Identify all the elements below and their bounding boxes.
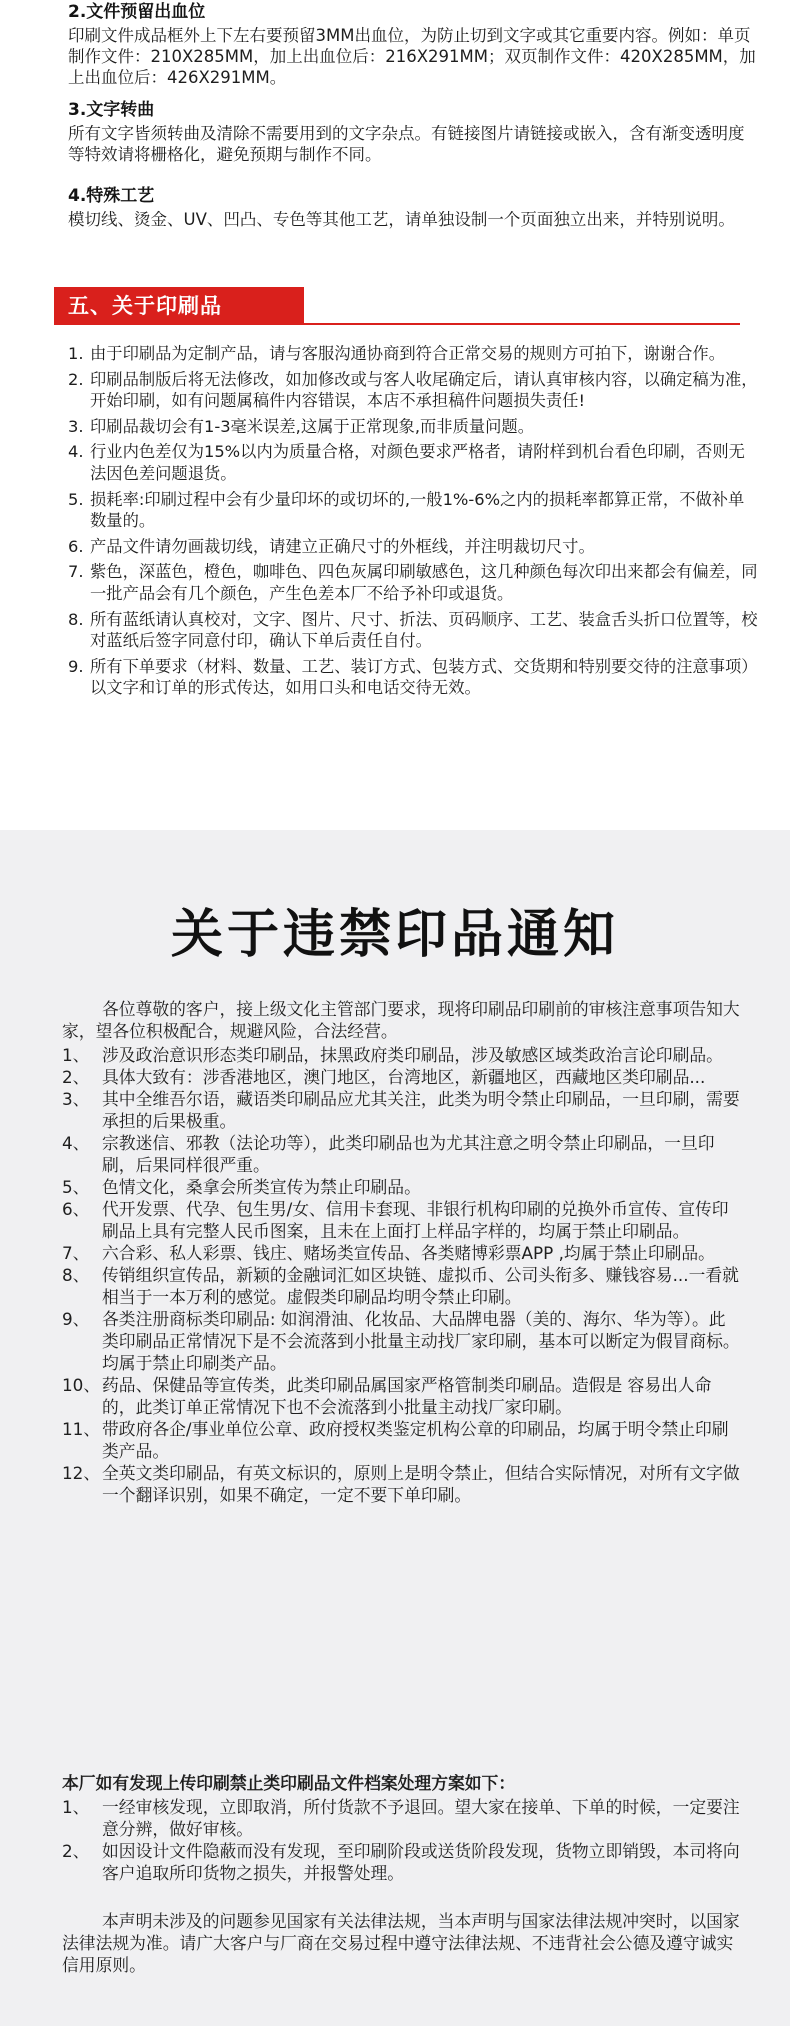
text-outline-body: 所有文字皆须转曲及清除不需要用到的文字杂点。有链接图片请链接或嵌入，含有渐变透明度等特效请将栅格化，避免预期与制作不同。	[68, 124, 745, 164]
file-bleed-body: 印刷文件成品框外上下左右要预留3MM出血位，为防止切到文字或其它重要内容。例如：单页制作文件：210X285MM，加上出血位后：216X291MM；双页制作文件：420X285MM，加上出血位后：426X291MM。	[68, 26, 756, 87]
special-process-body: 模切线、烫金、UV、凹凸、专色等其他工艺，请单独设制一个页面独立出来，并特别说明。	[68, 210, 735, 229]
section-divider	[54, 323, 740, 325]
list-item: 7、 六合彩、私人彩票、钱庄、赌场类宣传品、各类赌博彩票APP ,均属于禁止印刷品。	[62, 1243, 715, 1263]
list-item: 2、 具体大致有：涉香港地区，澳门地区，台湾地区，新疆地区，西藏地区类印刷品...	[62, 1067, 706, 1087]
list-item: 9、 各类注册商标类印刷品: 如润滑油、化妆品、大品牌电器（美的、海尔、华为等）。此类印刷品正常情况下是不会流落到小批量主动找厂家印刷，基本可以断定为假冒商标。均属于禁止印刷类产品。	[62, 1309, 740, 1373]
text-outline-title: 3.文字转曲	[68, 100, 155, 120]
list-item: 1、 一经审核发现，立即取消，所付货款不予退回。望大家在接单、下单的时候，一定要注意分辨，做好审核。	[62, 1797, 740, 1839]
list-item: 9. 所有下单要求（材料、数量、工艺、装订方式、包装方式、交货期和特别要交待的注意事项）以文字和订单的形式传达，如用口头和电话交待无效。	[68, 656, 758, 698]
list-item: 4. 行业内色差仅为15%以内为质量合格，对颜色要求严格者，请附样到机台看色印刷，否则无法因色差问题退货。	[68, 442, 745, 483]
closing-statement: 本声明未涉及的问题参见国家有关法律法规，当本声明与国家法律法规冲突时，以国家法律法规为准。请广大客户与厂商在交易过程中遵守法律法规、不违背社会公德及遵守诚实信用原则。	[62, 1911, 740, 1975]
list-item: 3. 印刷品裁切会有1-3毫米误差,这属于正常现象,而非质量问题。	[68, 416, 534, 436]
list-item: 11、 带政府各企/事业单位公章、政府授权类鉴定机构公章的印刷品，均属于明令禁止印刷类产品。	[62, 1419, 729, 1461]
special-process-block	[68, 186, 758, 230]
list-item: 2、 如因设计文件隐蔽而没有发现，至印刷阶段或送货阶段发现，货物立即销毁，本司将向客户追取所印货物之损失，并报警处理。	[62, 1841, 740, 1883]
list-item: 5、 色情文化，桑拿会所类宣传为禁止印刷品。	[62, 1177, 421, 1197]
list-item: 3、 其中全维吾尔语，藏语类印刷品应尤其关注，此类为明令禁止印刷品，一旦印刷，需要承担的后果极重。	[62, 1089, 740, 1131]
list-item: 1. 由于印刷品为定制产品，请与客服沟通协商到符合正常交易的规则方可拍下，谢谢合作。	[68, 344, 725, 363]
print-section-heading: 五、关于印刷品	[68, 294, 222, 318]
file-bleed-block	[68, 2, 758, 88]
list-item: 10、 药品、保健品等宣传类，此类印刷品属国家严格管制类印刷品。造假是 容易出人命的，此类订单正常情况下也不会流落到小批量主动找厂家印刷。	[62, 1375, 712, 1417]
list-item: 6. 产品文件请勿画裁切线，请建立正确尺寸的外框线，并注明裁切尺寸。	[68, 536, 595, 556]
print-guidelines-section	[0, 0, 790, 830]
list-item: 2. 印刷品制版后将无法修改，如加修改或与客人收尾确定后，请认真审核内容，以确定稿为准，开始印刷，如有问题属稿件内容错误，本店不承担稿件问题损失责任!	[68, 369, 758, 411]
special-process-title: 4.特殊工艺	[68, 186, 155, 206]
list-item: 7. 紫色，深蓝色，橙色，咖啡色、四色灰属印刷敏感色，这几种颜色每次印出来都会有偏差，同一批产品会有几个颜色，产生色差本厂不给予补印或退货。	[68, 562, 758, 603]
prohibited-print-notice	[0, 830, 790, 2026]
handling-heading: 本厂如有发现上传印刷禁止类印刷品文件档案处理方案如下：	[62, 1773, 516, 1793]
list-item: 12、 全英文类印刷品，有英文标识的，原则上是明令禁止，但结合实际情况，对所有文字做一个翻译识别，如果不确定，一定不要下单印刷。	[62, 1463, 740, 1505]
list-item: 8. 所有蓝纸请认真校对，文字、图片、尺寸、折法、页码顺序、工艺、装盒舌头折口位置等，校对蓝纸后签字同意付印，确认下单后责任自付。	[68, 609, 758, 651]
print-rules-list	[68, 343, 758, 703]
list-item: 4、 宗教迷信、邪教（法论功等），此类印刷品也为尤其注意之明令禁止印刷品，一旦印刷，后果同样很严重。	[62, 1133, 715, 1175]
file-bleed-title: 2.文件预留出血位	[68, 2, 206, 22]
list-item: 1、 涉及政治意识形态类印刷品，抹黑政府类印刷品，涉及敏感区域类政治言论印刷品。	[62, 1045, 723, 1065]
notice-title: 关于违禁印品通知	[170, 905, 619, 965]
prohibited-items-list	[62, 1044, 742, 1506]
list-item: 5. 损耗率:印刷过程中会有少量印坏的或切坏的,一般1%-6%之内的损耗率都算正常，不做补单数量的。	[68, 489, 745, 531]
list-item: 6、 代开发票、代孕、包生男/女、信用卡套现、非银行机构印刷的兑换外币宣传、宣传印刷品上具有完整人民币图案，且未在上面打上样品字样的，均属于禁止印刷品。	[62, 1199, 729, 1241]
handling-list	[62, 1796, 742, 1884]
text-outline-block	[68, 100, 758, 165]
list-item: 8、 传销组织宣传品，新颖的金融词汇如区块链、虚拟币、公司头衔多、赚钱容易...一看就相当于一本万利的感觉。虚假类印刷品均明令禁止印刷。	[62, 1265, 739, 1307]
notice-intro: 各位尊敬的客户，接上级文化主管部门要求，现将印刷品印刷前的审核注意事项告知大家，望各位积极配合，规避风险，合法经营。	[62, 999, 740, 1041]
